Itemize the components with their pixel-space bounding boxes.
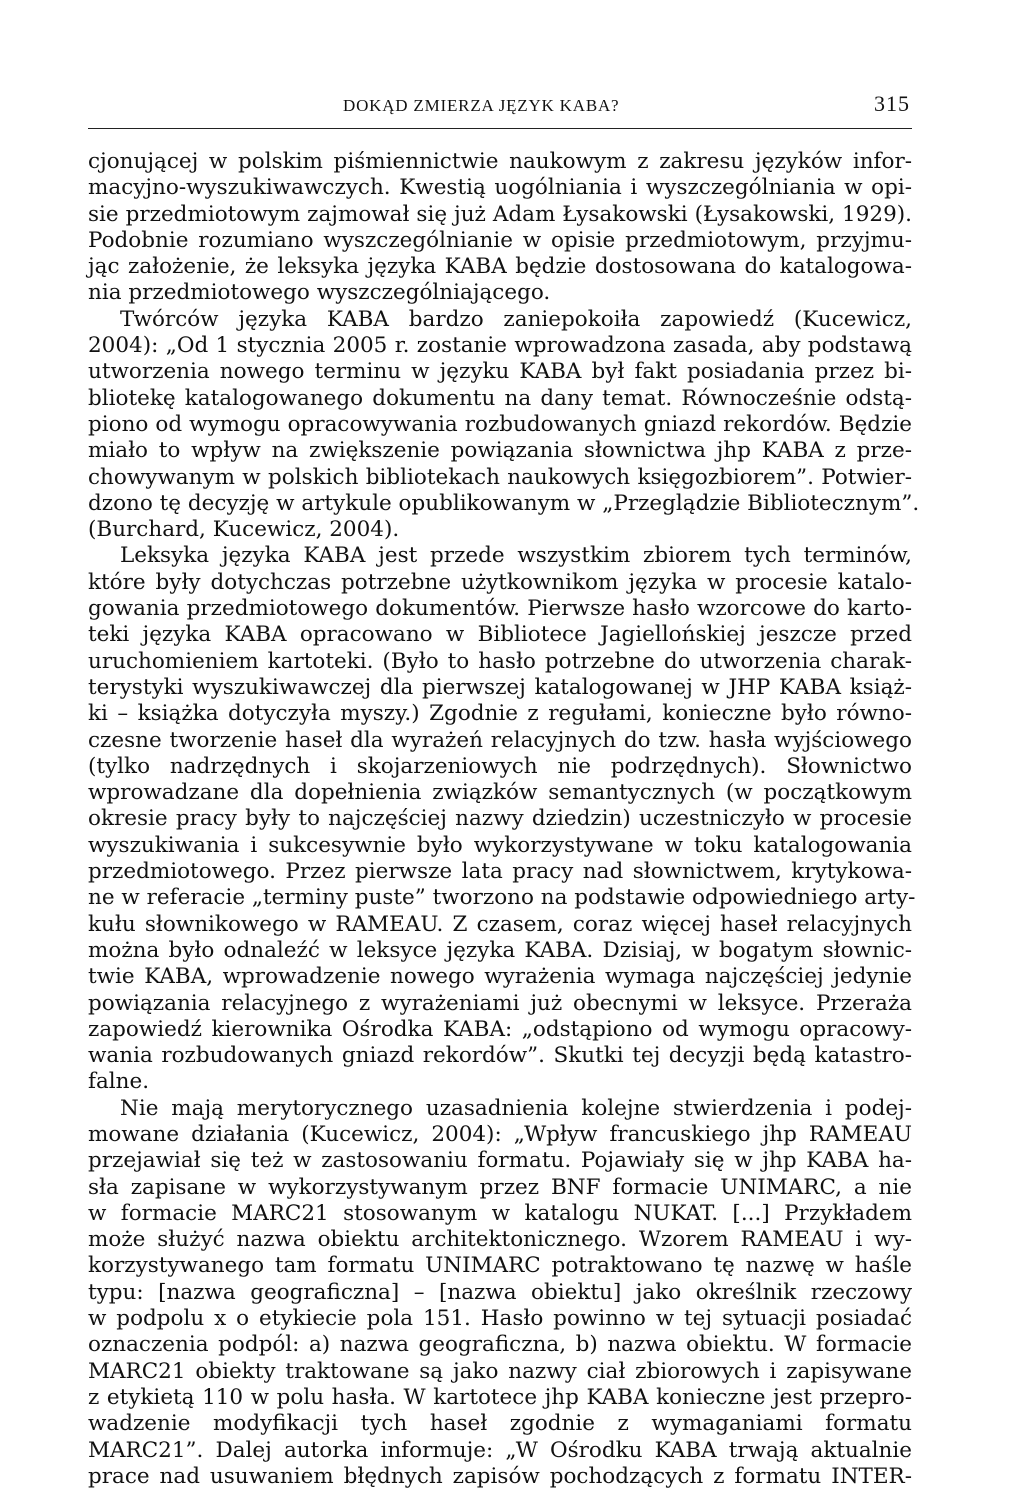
text-line: falne. xyxy=(88,1069,150,1095)
text-line: uruchomieniem kartoteki. (Było to hasło potrzebne do utworzenia charak- xyxy=(88,648,912,674)
text-line: Twórców języka KABA bardzo zaniepokoiła zapowiedź (Kucewicz, xyxy=(120,306,912,332)
text-line: mowane działania (Kucewicz, 2004): „Wpływ francuskiego jhp RAMEAU xyxy=(88,1121,912,1147)
text-line: okresie pracy były to najczęściej nazwy dziedzin) uczestniczyło w procesie xyxy=(88,806,912,832)
page-number: 315 xyxy=(874,91,910,116)
text-line: przejawiał się też w zastosowaniu formatu. Pojawiały się w jhp KABA ha- xyxy=(88,1148,912,1174)
text-line: MARC21”. Dalej autorka informuje: „W Ośrodku KABA trwają aktualnie xyxy=(88,1437,912,1463)
text-line: w podpolu x o etykiecie pola 151. Hasło powinno w tej sytuacji posiadać xyxy=(88,1306,912,1332)
text-line: Leksyka języka KABA jest przede wszystkim zbiorem tych terminów, xyxy=(120,543,912,569)
text-line: które były dotychczas potrzebne użytkownikom języka w procesie katalo- xyxy=(88,569,912,595)
text-line: cjonującej w polskim piśmiennictwie naukowym z zakresu języków infor- xyxy=(88,149,912,174)
text-line: twie KABA, wprowadzenie nowego wyrażenia wymaga najczęściej jedynie xyxy=(88,964,912,990)
text-line: oznaczenia podpól: a) nazwa geograficzna, b) nazwa obiektu. W formacie xyxy=(88,1332,912,1358)
text-line: wyszukiwania i sukcesywnie było wykorzystywane w toku katalogowania xyxy=(88,832,912,858)
text-line: wadzenie modyfikacji tych haseł zgodnie z wymaganiami formatu xyxy=(88,1411,912,1437)
text-line: jąc założenie, że leksyka języka KABA będzie dostosowana do katalogowa- xyxy=(88,254,912,280)
text-line: chowywanym w polskich bibliotekach naukowych księgozbiorem”. Potwier- xyxy=(88,464,912,490)
running-header xyxy=(88,88,912,129)
text-line: przedmiotowego. Przez pierwsze lata pracy nad słownictwem, krytykowa- xyxy=(88,859,912,885)
text-line: może służyć nazwa obiektu architektonicznego. Wzorem RAMEAU i wy- xyxy=(88,1227,912,1253)
text-line: korzystywanego tam formatu UNIMARC potraktowano tę nazwę w haśle xyxy=(88,1253,912,1279)
text-line: wprowadzane dla dopełnienia związków semantycznych (w początkowym xyxy=(88,780,912,806)
text-line: ne w referacie „terminy puste” tworzono na podstawie odpowiedniego arty- xyxy=(88,885,916,911)
body-text xyxy=(88,149,920,1490)
text-line: miało to wpływ na zwiększenie powiązania słownictwa jhp KABA z prze- xyxy=(88,438,912,464)
text-line: w formacie MARC21 stosowanym w katalogu NUKAT. [...] Przykładem xyxy=(88,1200,912,1226)
text-line: wania rozbudowanych gniazd rekordów”. Skutki tej decyzji będą katastro- xyxy=(88,1043,912,1069)
running-title: DOKĄD ZMIERZA JĘZYK KABA? xyxy=(343,96,620,115)
text-line: powiązania relacyjnego z wyrażeniami już obecnymi w leksyce. Przeraża xyxy=(88,990,912,1016)
text-line: z etykietą 110 w polu hasła. W kartotece jhp KABA konieczne jest przepro- xyxy=(88,1384,912,1410)
text-line: gowania przedmiotowego dokumentów. Pierwsze hasło wzorcowe do karto- xyxy=(88,596,912,622)
text-line: czesne tworzenie haseł dla wyrażeń relacyjnych do tzw. hasła wyjściowego xyxy=(88,727,912,753)
text-line: bliotekę katalogowanego dokumentu na dany temat. Równocześnie odstą- xyxy=(88,385,912,411)
text-line: MARC21 obiekty traktowane są jako nazwy ciał zbiorowych i zapisywane xyxy=(88,1358,912,1384)
text-line: utworzenia nowego terminu w języku KABA był fakt posiadania przez bi- xyxy=(88,359,912,385)
text-line: nia przedmiotowego wyszczególniającego. xyxy=(88,280,551,306)
text-line: 2004): „Od 1 stycznia 2005 r. zostanie wprowadzona zasada, aby podstawą xyxy=(88,333,912,359)
text-line: prace nad usuwaniem błędnych zapisów pochodzących z formatu INTER- xyxy=(88,1463,912,1489)
text-line: teki języka KABA opracowano w Bibliotece Jagiellońskiej jeszcze przed xyxy=(88,622,912,648)
text-line: sie przedmiotowym zajmował się już Adam Łysakowski (Łysakowski, 1929). xyxy=(88,201,912,227)
text-line: (tylko nadrzędnych i skojarzeniowych nie podrzędnych). Słownictwo xyxy=(88,753,912,779)
text-line: Podobnie rozumiano wyszczególnianie w opisie przedmiotowym, przyjmu- xyxy=(88,227,912,253)
text-line: ki – książka dotyczyła myszy.) Zgodnie z regułami, konieczne było równo- xyxy=(88,701,912,727)
text-line: (Burchard, Kucewicz, 2004). xyxy=(88,517,400,543)
text-line: Nie mają merytorycznego uzasadnienia kolejne stwierdzenia i podej- xyxy=(120,1095,912,1121)
text-line: terystyki wyszukiwawczej dla pierwszej katalogowanej w JHP KABA książ- xyxy=(88,674,912,700)
text-line: kułu słownikowego w RAMEAU. Z czasem, coraz więcej haseł relacyjnych xyxy=(88,911,912,937)
text-line: macyjno-wyszukiwawczych. Kwestią uogólniania i wyszczególniania w opi- xyxy=(88,175,912,201)
text-line: piono od wymogu opracowywania rozbudowanych gniazd rekordów. Będzie xyxy=(88,411,912,437)
text-line: typu: [nazwa geograficzna] – [nazwa obiektu] jako określnik rzeczowy xyxy=(88,1279,912,1305)
document-page xyxy=(88,88,920,1490)
text-line: dzono tę decyzję w artykule opublikowanym w „Przeglądzie Bibliotecznym”. xyxy=(88,490,920,516)
text-line: zapowiedź kierownika Ośrodka KABA: „odstąpiono od wymogu opracowy- xyxy=(88,1016,912,1042)
text-line: sła zapisane w wykorzystywanym przez BNF formacie UNIMARC, a nie xyxy=(88,1174,912,1200)
text-line: można było odnaleźć w leksyce języka KABA. Dzisiaj, w bogatym słownic- xyxy=(88,937,912,963)
